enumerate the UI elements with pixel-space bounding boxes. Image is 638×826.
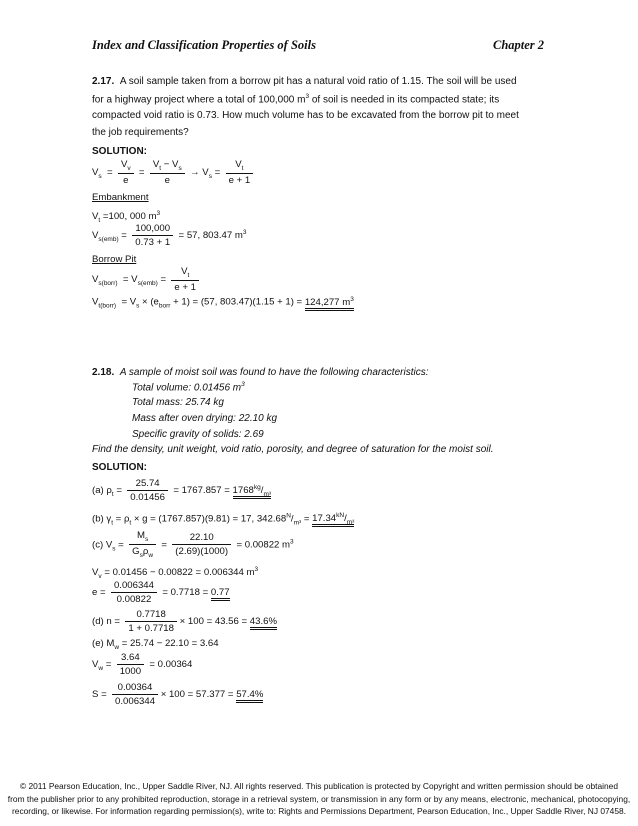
- unit: kg: [253, 483, 261, 491]
- subscript: v: [98, 573, 102, 581]
- problem-question: Find the density, unit weight, void ratio, porosity, and degree of saturation for the moist soil.: [92, 444, 494, 455]
- superscript: 3: [350, 296, 354, 303]
- var: V: [92, 211, 99, 223]
- answer-volume: [305, 297, 354, 311]
- num: V: [152, 159, 160, 170]
- unit: kN: [336, 512, 345, 519]
- subscript: t: [111, 519, 113, 527]
- var: S =: [92, 689, 107, 701]
- num: M: [136, 530, 145, 541]
- superscript: 3: [254, 566, 259, 573]
- var: V: [92, 167, 99, 179]
- footer-line-3: recording, or likewise. For information regarding permission(s), write to: Rights and Permissions Department, Pearson Education, Inc., Upper Saddle River, NJ 07458.: [12, 806, 626, 816]
- unit: m³: [346, 519, 355, 527]
- num: 0.00364: [112, 682, 158, 695]
- label: (a) ρ: [92, 485, 112, 497]
- subscript: t: [241, 164, 244, 172]
- fraction: [172, 532, 231, 557]
- label: (d) n =: [92, 616, 120, 628]
- superscript: 3: [242, 228, 247, 236]
- fraction: [129, 530, 156, 560]
- copyright-footer: [0, 780, 638, 818]
- label: (b) γ: [92, 513, 112, 525]
- problem-text-line-3: compacted void ratio is 0.73. How much volume has to be excavated from the borrow pit to meet: [92, 110, 519, 121]
- step-water-volume: $V_w$ = $\frac{3.64}{1000}$ = 0.00364: [92, 652, 193, 678]
- subscript: s: [136, 302, 140, 310]
- fraction: [112, 682, 158, 707]
- rhs: = 1767.857 =: [173, 485, 230, 497]
- borrow-pit-heading: Borrow Pit: [92, 254, 137, 265]
- unit: N: [286, 512, 291, 520]
- den: 0.73 + 1: [135, 237, 171, 249]
- footer-line-1: © 2011 Pearson Education, Inc., Upper Saddle River, NJ. All rights reserved. This publication is protected by Copyright and written permission should be obtained: [19, 781, 619, 791]
- fraction: [111, 580, 157, 605]
- subscript: t: [187, 271, 190, 279]
- rhs: × g = (1767.857)(9.81) = 17, 342.68: [133, 513, 287, 525]
- var: = V: [121, 296, 137, 308]
- subscript: s: [112, 545, 116, 553]
- subscript: t: [159, 164, 162, 172]
- equation-solids-borrow: $V_{s(borr)} = V_{s(emb)}$ = $\frac{V_t}{e + 1}$: [92, 266, 199, 293]
- subscript: w: [148, 552, 154, 560]
- label: (e) M: [92, 638, 115, 649]
- subscript: w: [114, 643, 120, 651]
- answer-porosity: 43.6%: [250, 616, 277, 630]
- den: 1 + 0.7718: [128, 623, 174, 635]
- fraction: [125, 609, 177, 634]
- subscript: s: [139, 552, 143, 560]
- running-header-title: Index and Classification Properties of Soils: [92, 38, 316, 52]
- characteristic-item: Specific gravity of solids: 2.69: [132, 429, 264, 440]
- den: 0.01456: [130, 492, 165, 504]
- text-segment: of soil is needed in its compacted state; its: [309, 94, 500, 106]
- characteristic-item: [132, 381, 245, 393]
- text-segment: for a highway project where a total of 100,000 m: [92, 94, 306, 106]
- subscript: s: [208, 173, 212, 181]
- problem-text-line-2: [92, 93, 499, 105]
- problem-text-line-4: the job requirements?: [92, 127, 189, 138]
- superscript: 3: [290, 538, 294, 546]
- fraction: [150, 159, 185, 186]
- num: 25.74: [127, 478, 168, 491]
- var: = V: [122, 274, 138, 286]
- fraction: [118, 159, 134, 186]
- den: G: [132, 546, 140, 558]
- subscript: t: [129, 519, 132, 527]
- step-c-solids-volume: (c) $V_s$ = $\frac{M_s}{G_s\rho_w}$ = $\frac{22.10}{(2.69)(1000)}$ = 0.00822 $m^3$: [92, 530, 294, 560]
- item-text: Total volume: 0.01456 m: [132, 382, 242, 394]
- step-void-volume: [92, 566, 258, 580]
- answer-unit-weight: $17.34^{kN}/_{m^3}$: [312, 512, 355, 527]
- subscript: s(emb): [98, 235, 119, 243]
- running-header-chapter: Chapter 2: [493, 38, 545, 52]
- step-a-density: (a) $\rho_t$ = $\frac{25.74}{0.01456}$ = $1767.857 = 1768^{kg}/_{m^3}$: [92, 478, 272, 504]
- den: e + 1: [228, 175, 251, 187]
- problem-text-line-1: A soil sample taken from a borrow pit has a natural void ratio of 1.15. The soil will be used: [119, 76, 517, 87]
- num: V: [120, 159, 128, 170]
- answer-text: 17.34: [312, 513, 337, 525]
- subscript: s: [98, 173, 102, 181]
- den: 0.006344: [115, 696, 156, 708]
- subscript: t: [98, 217, 101, 225]
- num: − V: [161, 159, 179, 170]
- superscript: 3: [305, 93, 310, 100]
- answer-density: $1768^{kg}/_{m^3}$: [232, 483, 272, 498]
- var: × (e: [142, 296, 159, 308]
- subscript: s: [178, 164, 182, 172]
- rhs: = 0.00822 m: [236, 539, 291, 551]
- equation-volume-solids: $V_s$ = $\frac{V_v}{e}$ = $\frac{V_t - V_s}{e}$ → $V_s$ = $\frac{V_t}{e + 1}$: [92, 159, 253, 186]
- num: 22.10: [172, 532, 231, 545]
- characteristic-item: Mass after oven drying: 22.10 kg: [132, 413, 278, 424]
- footer-line-2: from the publisher prior to any prohibited reproduction, storage in a retrieval system, or transmission in any form or by any means, electronic, mechanical, photocopying,: [7, 793, 631, 804]
- rhs: = 57, 803.47 m: [178, 230, 243, 242]
- problem-text: A sample of moist soil was found to have the following characteristics:: [119, 367, 429, 378]
- step-saturation: [92, 682, 263, 707]
- rhs: × 100 = 43.56 =: [179, 616, 248, 628]
- answer-text: 1768: [232, 484, 254, 496]
- den: e: [164, 175, 170, 187]
- subscript: v: [127, 164, 131, 172]
- subscript: s: [144, 535, 149, 543]
- rhs: =: [303, 513, 310, 525]
- unit: m³: [293, 519, 302, 527]
- rhs: = 25.74 − 22.10 = 3.64: [121, 638, 219, 649]
- var: = ρ: [115, 513, 130, 525]
- unit: m³: [263, 490, 272, 498]
- var: V: [92, 230, 99, 242]
- var: V: [92, 567, 99, 579]
- den: e + 1: [174, 282, 197, 294]
- rhs: = 0.01456 − 0.00822 = 0.006344 m: [104, 567, 255, 579]
- num: 0.7718: [125, 609, 177, 622]
- answer-text: 124,277 m: [304, 297, 351, 309]
- fraction: [132, 223, 173, 248]
- step-d-porosity: [92, 609, 277, 634]
- equation-total-borrow: [92, 296, 354, 310]
- superscript: 3: [241, 381, 245, 388]
- rhs: × 100 = 57.377 =: [160, 689, 234, 701]
- characteristic-item: Total mass: 25.74 kg: [132, 397, 224, 408]
- fraction: [117, 652, 144, 677]
- subscript: w: [98, 664, 104, 672]
- solution-label: SOLUTION:: [92, 462, 147, 473]
- problem-number: 2.17.: [92, 76, 115, 87]
- fraction: [127, 478, 168, 503]
- den: (2.69)(1000): [175, 546, 229, 558]
- num: V: [181, 266, 188, 277]
- answer-void-ratio: 0.77: [211, 587, 230, 601]
- den: 1000: [119, 666, 142, 678]
- problem-number: 2.18.: [92, 367, 115, 378]
- num: V: [235, 159, 242, 170]
- subscript: borr: [158, 302, 171, 310]
- rhs: = 0.00364: [149, 659, 193, 671]
- fraction: [226, 159, 254, 186]
- rhs: + 1) = (57, 803.47)(1.15 + 1) =: [173, 296, 303, 308]
- num: 0.006344: [111, 580, 157, 593]
- subscript: t(borr): [98, 302, 117, 310]
- num: 100,000: [132, 223, 173, 236]
- answer-saturation: 57.4%: [236, 689, 263, 703]
- rhs: =100, 000 m: [102, 211, 157, 223]
- subscript: t: [111, 490, 114, 498]
- solution-label: SOLUTION:: [92, 146, 147, 157]
- subscript: s(borr): [98, 280, 118, 288]
- problem-2-18: [92, 367, 428, 378]
- label: (c) V: [92, 539, 113, 551]
- den: ρ: [142, 546, 149, 558]
- den: 0.00822: [116, 594, 152, 606]
- num: 3.64: [117, 652, 144, 665]
- step-b-unit-weight: (b) $\gamma_t = \rho_t \times g = (1767.857)(9.81) = 17$, $342.68^N/_{m^3} = 17.34^{kN}/_{m^3}$: [92, 512, 355, 527]
- var: V: [92, 296, 99, 308]
- arrow: → V: [190, 167, 209, 179]
- fraction: [171, 266, 199, 293]
- subscript: s(emb): [137, 280, 158, 288]
- rhs: = 0.7718 =: [162, 587, 209, 599]
- var: e =: [92, 587, 106, 599]
- step-e-water-mass: [92, 638, 219, 651]
- step-void-ratio: [92, 580, 230, 605]
- var: V: [92, 659, 99, 671]
- var: V: [92, 274, 99, 286]
- problem-2-17: [92, 76, 517, 87]
- embankment-heading: Embankment: [92, 192, 149, 203]
- superscript: 3: [156, 210, 161, 217]
- den: e: [123, 175, 129, 187]
- equation-solids-embankment: $V_{s(emb)}$ = $\frac{100,000}{0.73 + 1}$ = 57, 803.47 $m^3$: [92, 223, 247, 249]
- equation-total-volume: [92, 210, 160, 224]
